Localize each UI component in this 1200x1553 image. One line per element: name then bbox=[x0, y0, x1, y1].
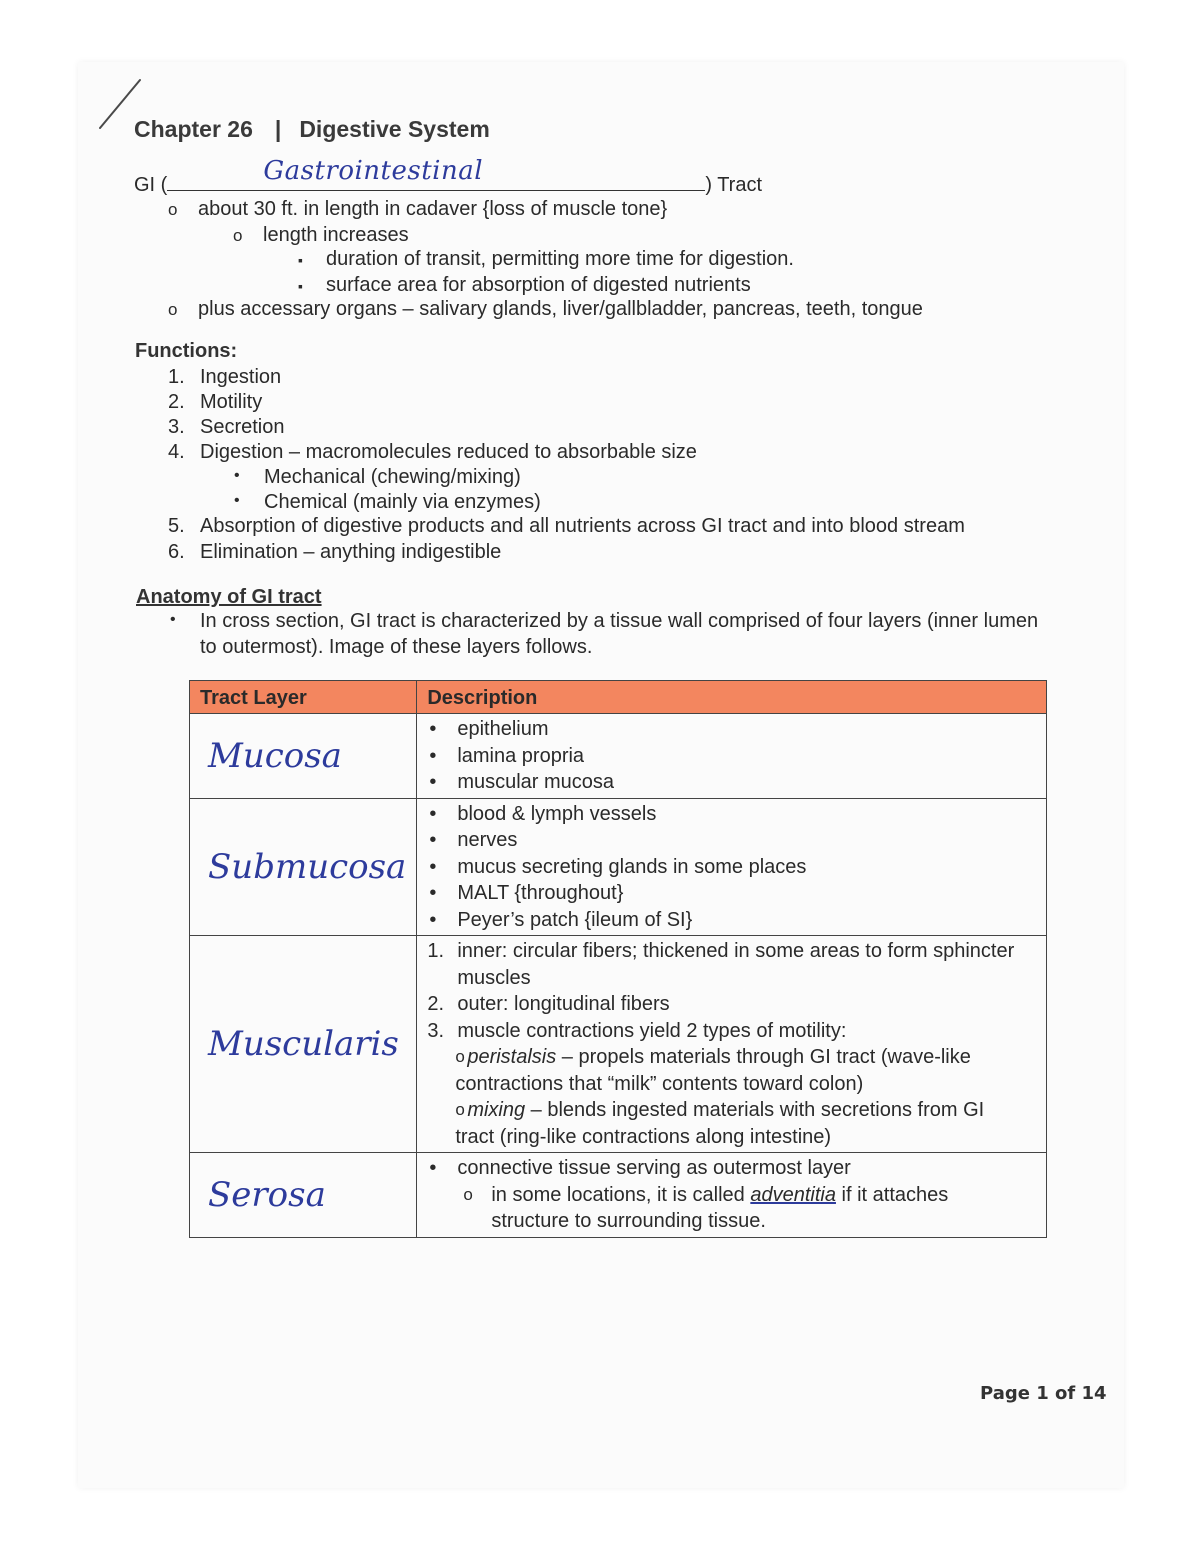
table-header-row bbox=[190, 681, 1047, 714]
tract-layers-table bbox=[189, 680, 1047, 1238]
anatomy-intro-line1: • In cross section, GI tract is characterized by a tissue wall comprised of four layers (inner lumen bbox=[200, 610, 1038, 633]
function-text: Digestion – macromolecules reduced to absorbable size bbox=[200, 441, 697, 463]
layer-description-cell bbox=[417, 1153, 1047, 1238]
function-item bbox=[168, 416, 285, 439]
term-peristalsis: peristalsis bbox=[467, 1046, 557, 1068]
gi-suffix: ) Tract bbox=[705, 174, 763, 196]
gi-length-increases: o length increases bbox=[263, 224, 409, 247]
gi-transit-note: ▪ duration of transit, permitting more time for digestion. bbox=[326, 248, 794, 271]
gi-surface-note: ▪ surface area for absorption of digested nutrients bbox=[326, 274, 751, 297]
description-item: • epithelium bbox=[427, 716, 1036, 743]
column-header-layer: Tract Layer bbox=[190, 681, 417, 714]
gi-accessory-organs: o plus accessary organs – salivary glands, liver/gallbladder, pancreas, teeth, tongue bbox=[198, 298, 923, 321]
layer-handwritten-name: Mucosa bbox=[208, 735, 342, 776]
term-mixing: mixing bbox=[467, 1099, 526, 1121]
function-number: 3. bbox=[168, 416, 185, 438]
description-item: • MALT {throughout} bbox=[427, 880, 1036, 907]
adventitia-text-continued: structure to surrounding tissue. bbox=[491, 1210, 766, 1232]
description-item: • muscular mucosa bbox=[427, 769, 1036, 796]
description-item: • lamina propria bbox=[427, 743, 1036, 770]
function-text: Elimination – anything indigestible bbox=[200, 541, 502, 563]
function-item bbox=[168, 515, 965, 538]
description-subitem bbox=[427, 1182, 1036, 1235]
anatomy-intro-line2: to outermost). Image of these layers follows. bbox=[200, 636, 593, 658]
peristalsis-text-continued: contractions that “milk” contents toward colon) bbox=[455, 1072, 864, 1095]
function-number: 5. bbox=[168, 515, 185, 537]
layer-name-cell bbox=[190, 936, 417, 1153]
table-row-mucosa bbox=[190, 714, 1047, 799]
peristalsis-text: – propels materials through GI tract (wave-like bbox=[556, 1046, 971, 1068]
description-item: • nerves bbox=[427, 827, 1036, 854]
description-item: • connective tissue serving as outermost layer bbox=[427, 1155, 1036, 1182]
layer-handwritten-name: Serosa bbox=[208, 1174, 326, 1215]
layer-handwritten-name: Muscularis bbox=[208, 1024, 399, 1064]
function-item bbox=[168, 541, 502, 564]
motility-mixing bbox=[427, 1097, 1036, 1150]
motility-peristalsis bbox=[427, 1044, 1036, 1097]
item-text: inner: circular fibers; thickened in some areas to form sphincter bbox=[457, 940, 1015, 962]
mixing-text-continued: tract (ring-like contractions along intestine) bbox=[455, 1125, 832, 1148]
mixing-text: – blends ingested materials with secretions from GI bbox=[525, 1099, 985, 1121]
item-text-continued: muscles bbox=[457, 966, 531, 989]
layer-name-cell bbox=[190, 714, 417, 799]
column-header-description: Description bbox=[417, 681, 1047, 714]
function-item bbox=[168, 366, 282, 389]
description-item bbox=[427, 991, 1036, 1018]
gi-handwritten-answer: Gastrointestinal bbox=[263, 156, 484, 186]
function-item bbox=[168, 391, 263, 414]
digestion-chemical: • Chemical (mainly via enzymes) bbox=[264, 491, 541, 514]
function-text: Motility bbox=[200, 391, 263, 413]
chapter-subject: Digestive System bbox=[299, 116, 490, 142]
title-separator: | bbox=[274, 116, 282, 142]
item-number: 3. bbox=[427, 1019, 445, 1042]
item-number: 2. bbox=[427, 993, 445, 1015]
term-adventitia: adventitia bbox=[750, 1183, 836, 1206]
gi-fill-blank bbox=[167, 156, 705, 191]
item-number: 1. bbox=[427, 940, 445, 962]
digestion-mechanical: • Mechanical (chewing/mixing) bbox=[264, 466, 521, 489]
description-item: • mucus secreting glands in some places bbox=[427, 854, 1036, 881]
layer-name-cell bbox=[190, 1153, 417, 1238]
description-item bbox=[427, 1018, 1036, 1045]
function-text: Ingestion bbox=[200, 366, 282, 388]
table-row-submucosa bbox=[190, 798, 1047, 936]
adventitia-pre: in some locations, it is called bbox=[491, 1183, 751, 1206]
table-row-muscularis bbox=[190, 936, 1047, 1153]
gi-prefix: GI ( bbox=[134, 174, 168, 196]
layer-handwritten-name: Submucosa bbox=[208, 846, 407, 887]
description-item: • blood & lymph vessels bbox=[427, 801, 1036, 828]
gi-definition-line bbox=[134, 156, 763, 197]
functions-heading: Functions: bbox=[135, 340, 238, 362]
table-row-serosa bbox=[190, 1153, 1047, 1238]
gi-length-note: o about 30 ft. in length in cadaver {loss of muscle tone} bbox=[198, 198, 667, 221]
function-item bbox=[168, 441, 697, 464]
function-text: Secretion bbox=[200, 416, 285, 438]
anatomy-heading: Anatomy of GI tract bbox=[136, 586, 322, 608]
layer-description-cell bbox=[417, 714, 1047, 799]
function-number: 2. bbox=[168, 391, 185, 413]
function-number: 6. bbox=[168, 541, 185, 563]
item-text: muscle contractions yield 2 types of motility: bbox=[457, 1019, 847, 1042]
function-number: 1. bbox=[168, 366, 185, 388]
page-title bbox=[134, 116, 490, 143]
function-number: 4. bbox=[168, 441, 185, 463]
item-text: outer: longitudinal fibers bbox=[457, 993, 670, 1015]
page-number: Page 1 of 14 bbox=[980, 1383, 1107, 1404]
description-item: • Peyer’s patch {ileum of SI} bbox=[427, 907, 1036, 934]
function-text: Absorption of digestive products and all nutrients across GI tract and into blood stream bbox=[200, 515, 965, 537]
description-item bbox=[427, 938, 1036, 991]
layer-description-cell bbox=[417, 936, 1047, 1153]
layer-description-cell bbox=[417, 798, 1047, 936]
chapter-label: Chapter 26 bbox=[134, 116, 253, 142]
adventitia-post: if it attaches bbox=[835, 1183, 949, 1206]
layer-name-cell bbox=[190, 798, 417, 936]
